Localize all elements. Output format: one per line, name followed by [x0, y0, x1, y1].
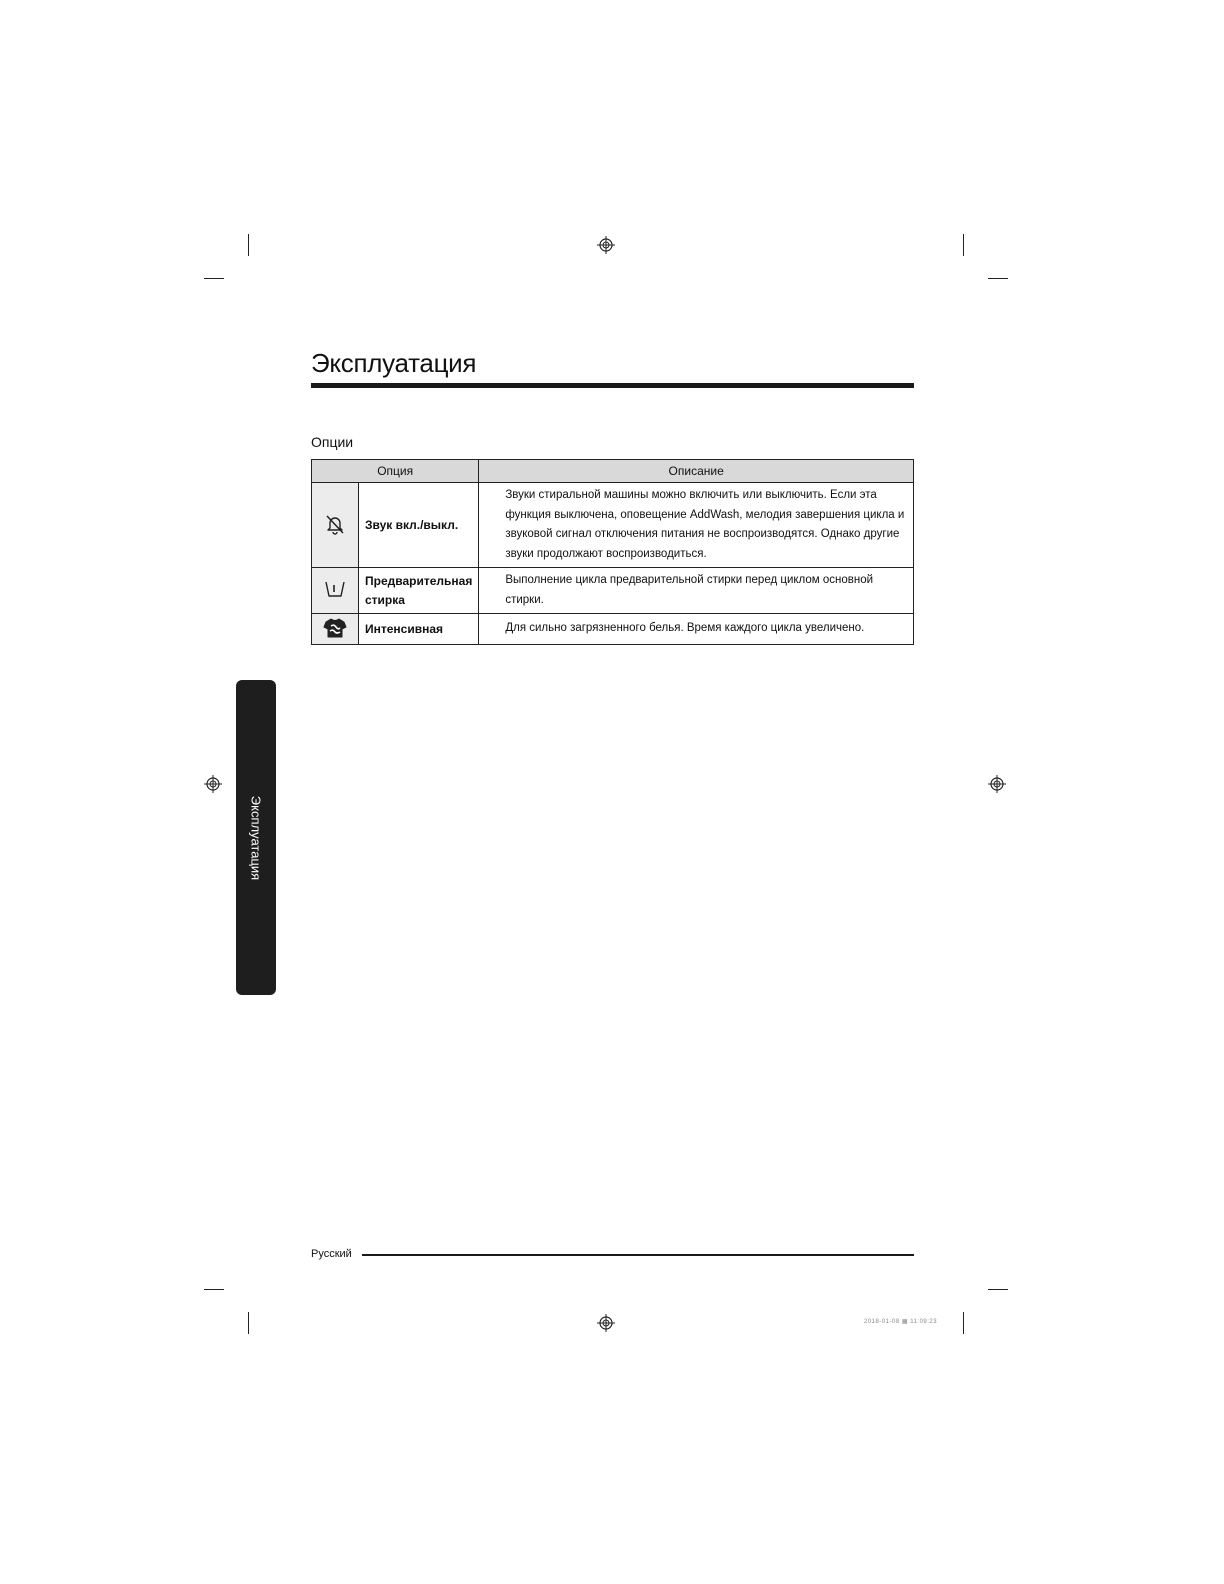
table-header-row: [312, 460, 914, 483]
crop-mark: [204, 278, 224, 279]
option-description: Для сильно загрязненного белья. Время каждого цикла увеличено.: [479, 614, 914, 645]
column-header-description: Описание: [479, 460, 914, 483]
crop-mark: [988, 278, 1008, 279]
option-description: Звуки стиральной машины можно включить или выключить. Если эта функция выключена, оповещение AddWash, мелодия завершения цикла и звуковой сигнал отключения питания не воспроизводятся. Однако другие звуки продолжают воспроизводиться.: [479, 483, 914, 568]
table-row: [312, 568, 914, 614]
footer-language: Русский: [311, 1248, 352, 1260]
registration-mark-icon: [988, 775, 1006, 793]
crop-mark: [248, 234, 249, 256]
side-tab: [236, 680, 276, 995]
column-header-option: Опция: [312, 460, 479, 483]
registration-mark-icon: [597, 1314, 615, 1332]
bell-off-icon: [324, 513, 346, 535]
options-table: [311, 459, 914, 645]
crop-mark: [988, 1289, 1008, 1290]
title-rule: [311, 383, 914, 388]
crop-mark: [963, 1312, 964, 1334]
crop-mark: [248, 1312, 249, 1334]
intensive-shirt-icon: [323, 617, 347, 639]
page-title: Эксплуатация: [311, 348, 477, 378]
table-row: [312, 483, 914, 568]
option-name: Интенсивная: [359, 614, 479, 645]
icon-cell: [312, 483, 359, 568]
side-tab-label: Эксплуатация: [248, 795, 264, 880]
footer-rule: [362, 1254, 914, 1256]
registration-mark-icon: [597, 236, 615, 254]
crop-mark: [204, 1289, 224, 1290]
prewash-tub-icon: [323, 579, 347, 599]
icon-cell: [312, 614, 359, 645]
option-description: Выполнение цикла предварительной стирки перед циклом основной стирки.: [479, 568, 914, 614]
section-heading: Опции: [311, 434, 354, 450]
crop-mark: [963, 234, 964, 256]
icon-cell: [312, 568, 359, 614]
option-name: Предварительная стирка: [359, 568, 479, 614]
option-name: Звук вкл./выкл.: [359, 483, 479, 568]
table-row: [312, 614, 914, 645]
print-info: 2018-01-08 ▦ 11:09:23: [864, 1319, 938, 1325]
registration-mark-icon: [204, 775, 222, 793]
